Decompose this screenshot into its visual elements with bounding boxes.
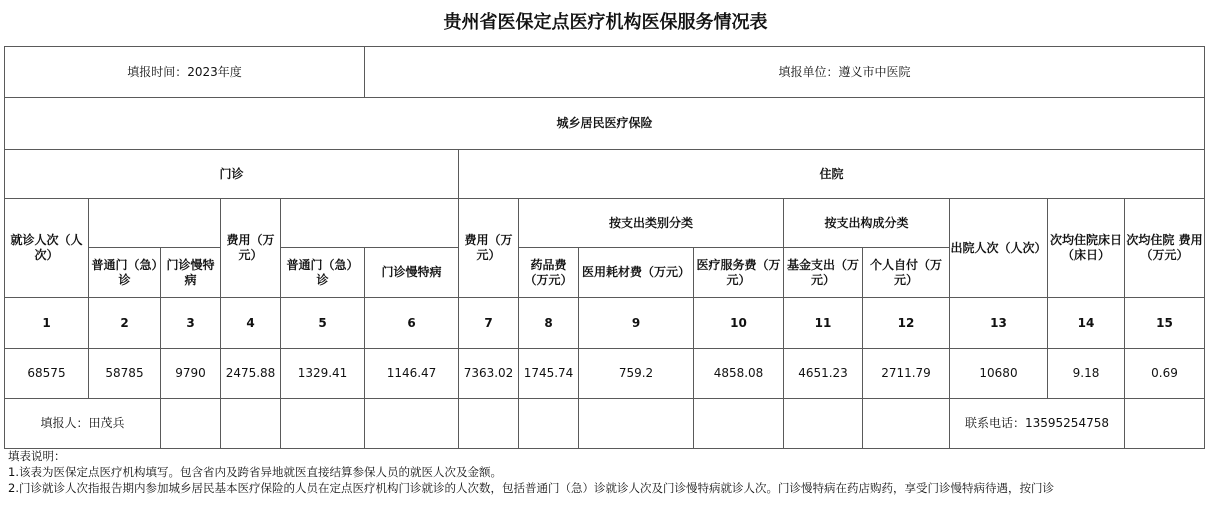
notes — [8, 448, 1208, 496]
header-avg-bed-days: 次均住院床日（床日） — [1048, 199, 1125, 298]
col-num-2: 2 — [89, 298, 161, 349]
header-blank-b — [281, 199, 459, 248]
group-inpatient: 住院 — [459, 150, 1205, 199]
report-table — [4, 46, 1205, 449]
header-chronic-special: 门诊慢特病 — [161, 248, 221, 298]
column-number-row — [5, 298, 1205, 349]
header-chronic-special-2: 门诊慢特病 — [365, 248, 459, 298]
value-inpatient-cost: 7363.02 — [459, 349, 519, 399]
col-num-4: 4 — [221, 298, 281, 349]
value-self-pay: 2711.79 — [863, 349, 950, 399]
value-discharges: 10680 — [950, 349, 1048, 399]
value-cost: 2475.88 — [221, 349, 281, 399]
group-by-composition: 按支出构成分类 — [784, 199, 950, 248]
footer-cell — [365, 399, 459, 449]
header-blank-a — [89, 199, 221, 248]
footer-cell — [579, 399, 694, 449]
col-num-10: 10 — [694, 298, 784, 349]
footer-cell — [221, 399, 281, 449]
notes-line-1: 1.该表为医保定点医疗机构填写。包含省内及跨省异地就医直接结算参保人员的就医人次及金额。 — [8, 465, 502, 479]
header-service-fee: 医疗服务费（万元） — [694, 248, 784, 298]
value-service-fee: 4858.08 — [694, 349, 784, 399]
value-general-emergency: 58785 — [89, 349, 161, 399]
info-row — [5, 47, 1205, 98]
value-general-emergency-cost: 1329.41 — [281, 349, 365, 399]
filler: 填报人：田茂兵 — [5, 399, 161, 449]
col-num-8: 8 — [519, 298, 579, 349]
footer-cell — [281, 399, 365, 449]
col-num-3: 3 — [161, 298, 221, 349]
col-num-13: 13 — [950, 298, 1048, 349]
contact-phone: 联系电话：13595254758 — [950, 399, 1125, 449]
value-chronic-special: 9790 — [161, 349, 221, 399]
header-drug-cost: 药品费（万元） — [519, 248, 579, 298]
header-avg-cost: 次均住院 费用（万元） — [1125, 199, 1205, 298]
col-num-12: 12 — [863, 298, 950, 349]
footer-cell — [863, 399, 950, 449]
col-num-7: 7 — [459, 298, 519, 349]
footer-cell — [694, 399, 784, 449]
notes-line-2: 2.门诊就诊人次指报告期内参加城乡居民基本医疗保险的人员在定点医疗机构门诊就诊的人次数，包括普通门（急）诊就诊人次及门诊慢特病就诊人次。门诊慢特病在药店购药，享受门诊慢特病待遇，按门诊 — [8, 481, 1054, 495]
value-avg-cost: 0.69 — [1125, 349, 1205, 399]
col-num-14: 14 — [1048, 298, 1125, 349]
col-num-6: 6 — [365, 298, 459, 349]
header-discharges: 出院人次（人次） — [950, 199, 1048, 298]
fill-time: 填报时间：2023年度 — [5, 47, 365, 98]
notes-heading: 填表说明： — [8, 449, 66, 463]
footer-cell — [161, 399, 221, 449]
col-num-5: 5 — [281, 298, 365, 349]
header-general-emergency: 普通门（急）诊 — [89, 248, 161, 298]
col-num-15: 15 — [1125, 298, 1205, 349]
value-consumables: 759.2 — [579, 349, 694, 399]
report-title: 贵州省医保定点医疗机构医保服务情况表 — [443, 12, 768, 33]
footer-cell — [459, 399, 519, 449]
section-row — [5, 98, 1205, 150]
col-num-11: 11 — [784, 298, 863, 349]
value-visits: 68575 — [5, 349, 89, 399]
footer-row — [5, 399, 1205, 449]
value-drug-cost: 1745.74 — [519, 349, 579, 399]
value-fund-payment: 4651.23 — [784, 349, 863, 399]
group-by-category: 按支出类别分类 — [519, 199, 784, 248]
header-general-emergency-2: 普通门（急）诊 — [281, 248, 365, 298]
footer-cell — [1125, 399, 1205, 449]
header-row-1 — [5, 199, 1205, 248]
value-row — [5, 349, 1205, 399]
col-num-1: 1 — [5, 298, 89, 349]
group-row — [5, 150, 1205, 199]
header-visits: 就诊人次（人次） — [5, 199, 89, 298]
section-title: 城乡居民医疗保险 — [5, 98, 1205, 150]
group-outpatient: 门诊 — [5, 150, 459, 199]
footer-cell — [519, 399, 579, 449]
header-consumables: 医用耗材费（万元） — [579, 248, 694, 298]
header-self-pay: 个人自付（万元） — [863, 248, 950, 298]
footer-cell — [784, 399, 863, 449]
fill-unit: 填报单位：遵义市中医院 — [365, 47, 1205, 98]
header-inpatient-cost: 费用（万元） — [459, 199, 519, 298]
header-fund-payment: 基金支出（万元） — [784, 248, 863, 298]
header-cost: 费用（万元） — [221, 199, 281, 298]
value-chronic-special-cost: 1146.47 — [365, 349, 459, 399]
value-avg-bed-days: 9.18 — [1048, 349, 1125, 399]
col-num-9: 9 — [579, 298, 694, 349]
